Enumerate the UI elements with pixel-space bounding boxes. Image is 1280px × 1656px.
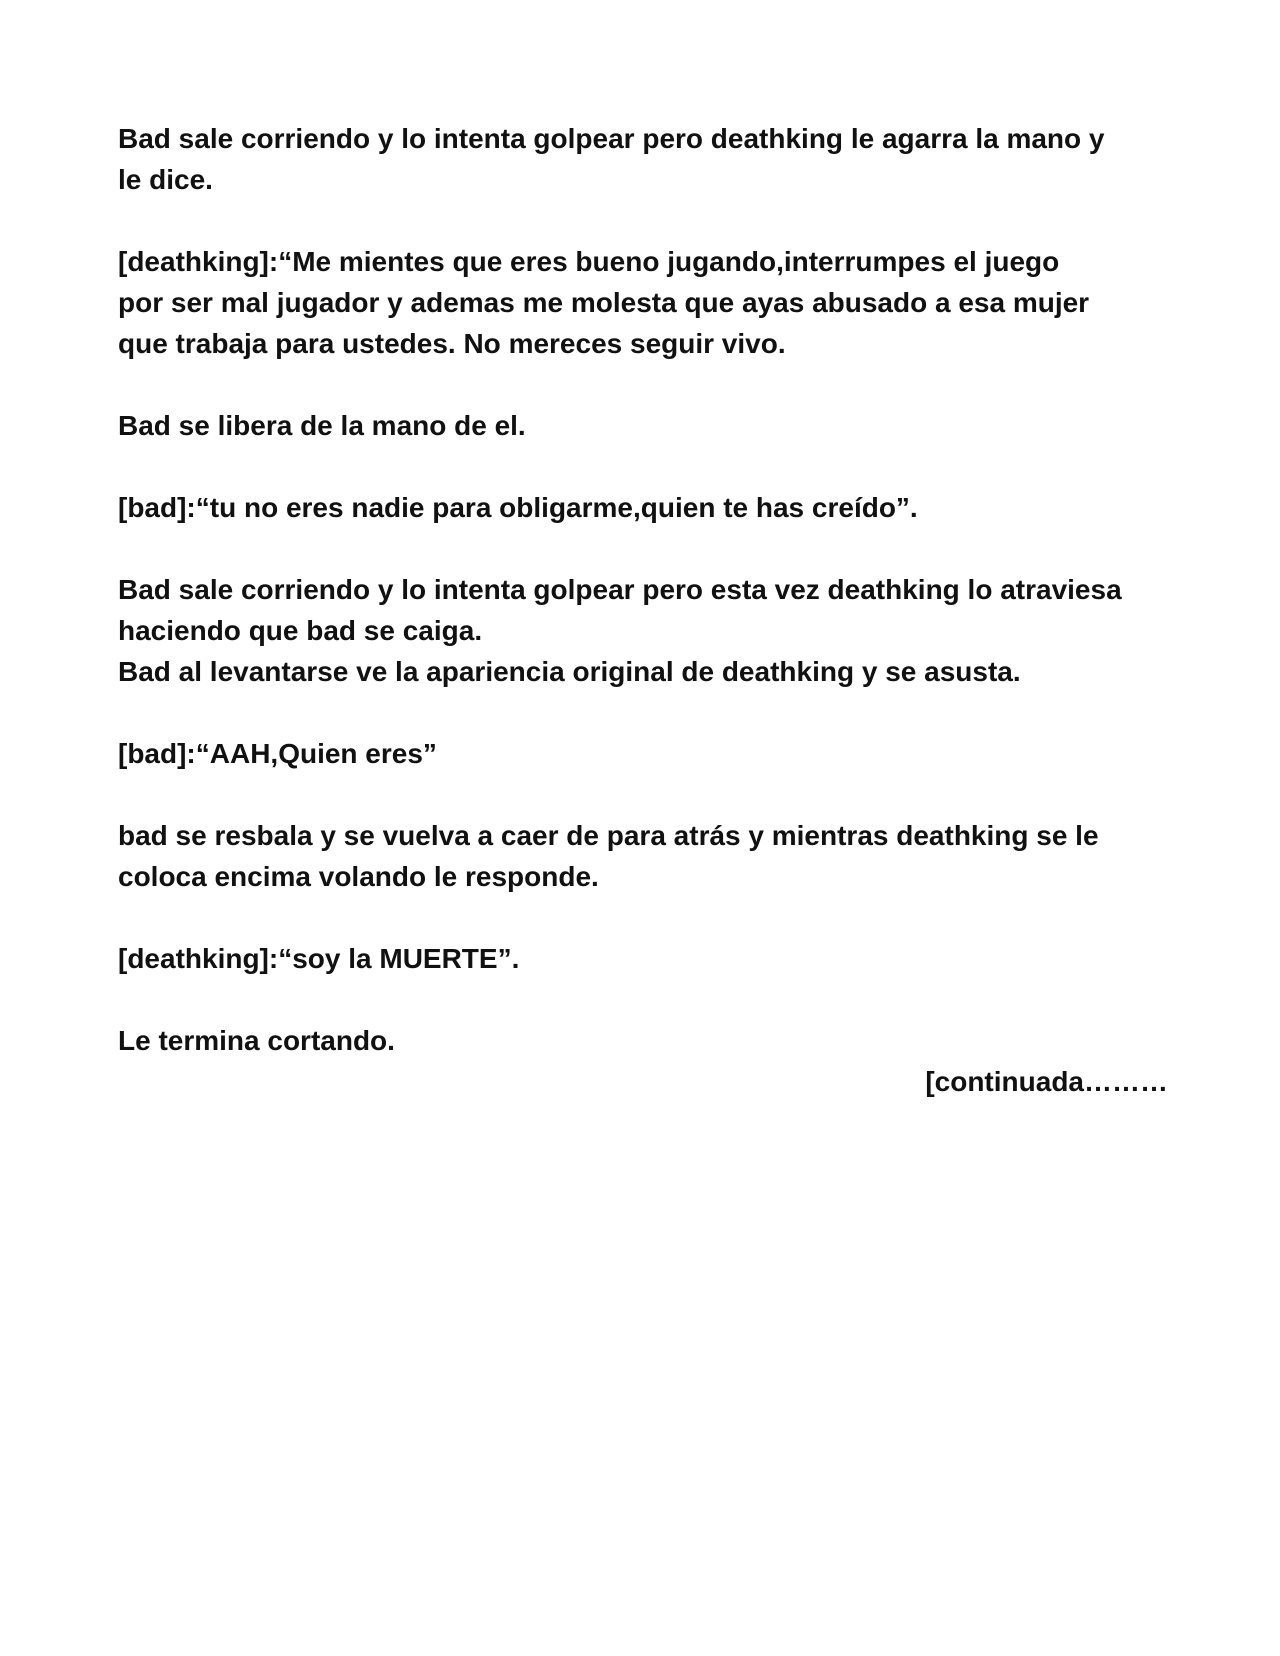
paragraph	[118, 118, 1168, 200]
paragraph	[118, 241, 1168, 364]
paragraph	[118, 733, 1168, 774]
text-line: Bad al levantarse ve la apariencia original de deathking y se asusta.	[118, 656, 1021, 687]
text-line: [bad]:“tu no eres nadie para obligarme,quien te has creído”.	[118, 492, 918, 523]
text-line: Le termina cortando.	[118, 1025, 395, 1056]
paragraph	[118, 405, 1168, 446]
text-line: [deathking]:“Me mientes que eres bueno jugando,interrumpes el juego	[118, 246, 1060, 277]
text-line: por ser mal jugador y ademas me molesta que ayas abusado a esa mujer	[118, 287, 1090, 318]
story-text	[118, 118, 1168, 1102]
text-line: Bad sale corriendo y lo intenta golpear pero deathking le agarra la mano y	[118, 123, 1105, 154]
paragraph	[118, 487, 1168, 528]
paragraph	[118, 569, 1168, 692]
paragraph	[118, 1020, 1168, 1061]
text-line: Bad se libera de la mano de el.	[118, 410, 526, 441]
text-line: Bad sale corriendo y lo intenta golpear pero esta vez deathking lo atraviesa	[118, 574, 1122, 605]
text-line: [deathking]:“soy la MUERTE”.	[118, 943, 520, 974]
paragraph	[118, 815, 1168, 897]
continued-marker: [continuada………	[925, 1066, 1168, 1097]
text-line: le dice.	[118, 164, 213, 195]
paragraph	[118, 938, 1168, 979]
text-line: haciendo que bad se caiga.	[118, 615, 483, 646]
text-line: [bad]:“AAH,Quien eres”	[118, 738, 437, 769]
text-line: que trabaja para ustedes. No mereces seguir vivo.	[118, 328, 786, 359]
text-line: coloca encima volando le responde.	[118, 861, 599, 892]
text-line: bad se resbala y se vuelva a caer de para atrás y mientras deathking se le	[118, 820, 1099, 851]
